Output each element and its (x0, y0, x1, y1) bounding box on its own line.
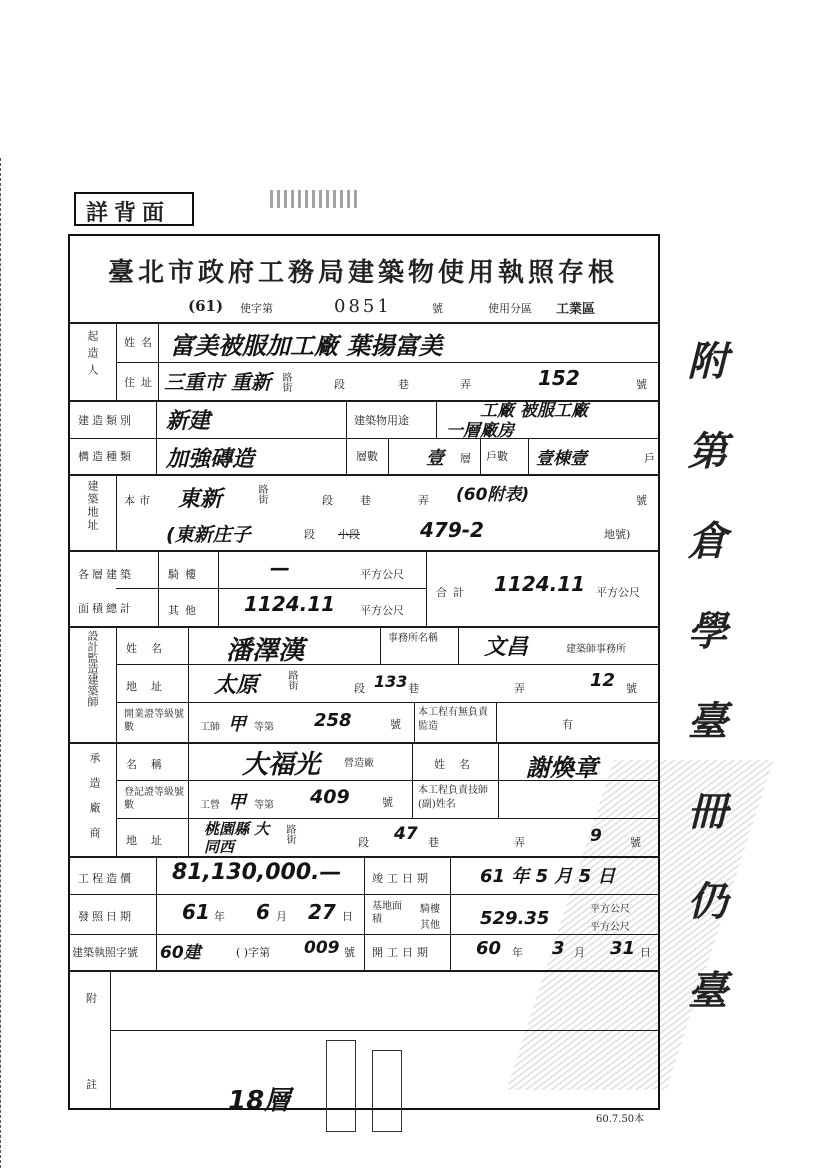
issue-year: 61 (182, 900, 210, 924)
designer-address-label: 地址 (126, 680, 176, 693)
structure-label: 構造種類 (78, 450, 134, 463)
contractor-reg-hao: 號 (382, 796, 393, 809)
contractor-tech-label: 本工程負責技師(副)姓名 (418, 785, 488, 810)
rule (414, 702, 415, 742)
builder-address-label: 住址 (124, 376, 158, 389)
start-nian: 年 (512, 946, 523, 959)
rule (156, 858, 157, 970)
site-hao: 號 (636, 494, 647, 507)
rule (380, 626, 381, 664)
start-day: 31 (610, 938, 636, 959)
designer-nong: 弄 (514, 682, 525, 695)
rule (188, 626, 189, 856)
designer-name-value: 潘澤漢 (226, 636, 305, 666)
site-lot: 479-2 (420, 518, 484, 542)
designer-name-label: 姓名 (126, 642, 176, 655)
contractor-xiang: 巷 (428, 836, 439, 849)
start-yue: 月 (574, 946, 585, 959)
builder-nong: 弄 (460, 378, 471, 391)
detail-back-stamp (74, 192, 194, 226)
builder-name-label: 姓名 (124, 336, 158, 349)
rule (116, 588, 426, 589)
designer-duan: 段 (354, 682, 365, 695)
area-group-label-2: 面積總計 (78, 602, 134, 615)
builder-number: 152 (538, 366, 580, 390)
contractor-reg-prefix: 工營 (200, 800, 220, 811)
rule (68, 322, 660, 324)
contractor-reg-mid: 等第 (254, 800, 274, 811)
rule (218, 552, 219, 626)
designer-office-value: 文昌 (484, 635, 529, 660)
site-duan: 段 (322, 494, 333, 507)
rule (158, 322, 159, 400)
floors-label: 層數 (356, 450, 378, 463)
finish-label: 竣工日期 (372, 872, 432, 885)
issue-ri: 日 (342, 910, 353, 923)
binding-edge (0, 158, 5, 1168)
designer-xiang-num: 133 (374, 672, 408, 691)
units-value: 壹棟壹 (536, 449, 587, 469)
builder-address-value: 三重市 重新 (164, 370, 271, 394)
site-nong: 弄 (418, 494, 429, 507)
builder-name-value: 富美被服加工廠 葉揚富美 (170, 332, 443, 360)
permit-value: 60建 (160, 943, 201, 963)
rule (388, 438, 389, 474)
base-value: 529.35 (480, 908, 550, 929)
permit-label: 建築執照字號 (72, 946, 138, 959)
rule (68, 626, 660, 628)
rooftop-label: 騎樓 (168, 568, 202, 581)
contractor-hao: 號 (630, 836, 641, 849)
designer-office-suffix: 建築師事務所 (566, 644, 626, 655)
notes-handwritten: 18層 (228, 1086, 291, 1116)
designer-reg-no: 258 (314, 710, 352, 731)
zone-value: 工業區 (556, 302, 596, 317)
contractor-reg-no: 409 (310, 786, 350, 808)
start-month: 3 (552, 938, 565, 959)
contractor-reg-label: 登記證等級號數 (124, 787, 184, 811)
rule (156, 400, 157, 474)
rule (68, 742, 660, 744)
rule (498, 742, 499, 818)
contractor-number: 9 (590, 826, 602, 846)
use-label: 建築物用途 (354, 414, 409, 427)
rule (110, 972, 111, 1110)
contractor-nong: 弄 (514, 836, 525, 849)
base-unit-2: 平方公尺 (590, 922, 630, 933)
site-lot-label: 地號) (604, 528, 631, 541)
contractor-road-label: 路街 (284, 824, 295, 844)
contractor-name-label: 名稱 (126, 758, 176, 771)
floors-value: 壹 (426, 448, 444, 469)
finish-value: 61 年 5 月 5 日 (480, 866, 616, 887)
contractor-address-label: 地址 (126, 834, 176, 847)
rule (116, 626, 117, 856)
type-value: 新建 (166, 409, 211, 434)
rule (116, 702, 660, 703)
designer-reg-prefix: 工師 (200, 722, 220, 733)
area-group-label-1: 各層建築 (78, 568, 134, 581)
designer-reg-hao: 號 (390, 718, 401, 731)
contractor-group-label: 承造廠商 (88, 752, 101, 852)
contractor-name-suffix: 營造廠 (344, 758, 374, 769)
form-title: 臺北市政府工務局建築物使用執照存根 (108, 258, 619, 288)
designer-reg-mid: 等第 (254, 722, 274, 733)
base-other: 其他 (420, 920, 440, 931)
permit-year: (61) (188, 297, 224, 315)
base-unit-1: 平方公尺 (590, 904, 630, 915)
margin-handwriting: 附 第 倉 學 臺 冊 仍 臺 (681, 340, 727, 1028)
builder-group-label: 起造人 (86, 330, 99, 381)
site-note: (60附表) (456, 485, 530, 505)
rule (458, 626, 459, 664)
permit-number: 0851 (334, 296, 392, 317)
contractor-reg-grade: 甲 (228, 792, 246, 813)
permit-mid: ( )字第 (236, 946, 271, 959)
rule (116, 474, 117, 550)
cost-value: 81,130,000.— (172, 860, 342, 885)
site-duan2: 段 (304, 528, 315, 541)
rule (116, 818, 660, 819)
permit-hao: 號 (344, 946, 355, 959)
zone-label: 使用分區 (488, 302, 532, 315)
total-label: 合計 (436, 586, 470, 599)
rule (116, 362, 660, 363)
contractor-xiang-num: 47 (394, 824, 418, 844)
rooftop-value: — (270, 556, 290, 580)
contractor-person-value: 謝煥章 (526, 754, 598, 782)
rule (436, 400, 437, 438)
builder-hao: 號 (636, 378, 647, 391)
cost-label: 工程造價 (78, 872, 134, 885)
contractor-duan: 段 (358, 836, 369, 849)
rule (426, 552, 427, 626)
contractor-person-label: 姓名 (434, 758, 484, 771)
rule (364, 858, 365, 970)
issue-label: 發照日期 (78, 910, 134, 923)
rule (528, 438, 529, 474)
rule (496, 702, 497, 742)
stamp-box-1 (326, 1040, 356, 1132)
total-unit: 平方公尺 (596, 586, 640, 599)
detail-back-stamp-text: 詳背面 (86, 200, 171, 226)
rule (480, 438, 481, 474)
designer-address-road: 太原 (214, 673, 259, 698)
designer-reg-grade: 甲 (228, 714, 246, 735)
start-label: 開工日期 (372, 946, 432, 959)
other-unit: 平方公尺 (360, 604, 404, 617)
rooftop-unit: 平方公尺 (360, 568, 404, 581)
start-year: 60 (476, 938, 502, 959)
other-value: 1124.11 (244, 592, 336, 616)
supervise-label: 本工程有無負責監造 (418, 707, 488, 732)
base-rooftop: 騎樓 (420, 904, 440, 915)
base-label: 基地面積 (372, 901, 402, 925)
site-section: (東新庄子 (166, 524, 251, 546)
builder-road-label: 路街 (280, 372, 291, 392)
issue-nian: 年 (214, 910, 225, 923)
footer-edition: 60.7.50本 (596, 1114, 645, 1125)
designer-hao: 號 (626, 682, 637, 695)
floors-ceng: 層 (460, 452, 471, 465)
issue-day: 27 (308, 900, 336, 924)
use-value-2: 一層廠房 (446, 421, 514, 441)
permit-hao: 號 (432, 302, 443, 315)
builder-duan: 段 (334, 378, 345, 391)
contractor-name-value: 大福光 (242, 750, 321, 780)
rule (116, 664, 660, 665)
rule (116, 322, 117, 400)
structure-value: 加強磚造 (166, 447, 255, 472)
designer-group-label: 設計監造建築師 (86, 630, 99, 707)
site-group-label: 建築地址 (86, 480, 99, 532)
permit-no: 009 (304, 938, 340, 958)
designer-xiang: 巷 (408, 682, 419, 695)
rule (346, 400, 347, 474)
site-xiang: 巷 (360, 494, 371, 507)
designer-number: 12 (590, 670, 616, 691)
start-ri: 日 (640, 946, 651, 959)
rule (68, 474, 660, 476)
notes-fu: 附 (86, 992, 97, 1005)
use-value: 工廠 被服工廠 (480, 401, 588, 421)
total-value: 1124.11 (494, 572, 586, 596)
site-sub: 小段 (338, 528, 360, 541)
permit-prefix: 使字第 (240, 302, 273, 315)
units-hu: 戶 (644, 452, 655, 465)
type-label: 建造類別 (78, 414, 134, 427)
stamp-box-2 (372, 1050, 402, 1132)
issue-yue: 月 (276, 910, 287, 923)
designer-road-label: 路街 (286, 670, 297, 690)
designer-reg-label: 開業證等級號數 (124, 709, 184, 733)
rule (68, 550, 660, 552)
rule (412, 742, 413, 818)
notes-zhu: 註 (86, 1078, 97, 1091)
other-label: 其他 (168, 604, 202, 617)
supervise-value: 有 (562, 718, 573, 731)
rule (158, 552, 159, 626)
site-road: 東新 (178, 487, 223, 512)
site-city: 本市 (124, 494, 154, 507)
rule (450, 858, 451, 970)
issue-month: 6 (256, 900, 270, 924)
contractor-address-value: 桃園縣 大同西 (204, 820, 270, 856)
ink-blot (270, 190, 360, 208)
site-road-label: 路街 (256, 484, 267, 504)
units-label: 戶數 (486, 450, 508, 463)
designer-office-label: 事務所名稱 (388, 633, 438, 644)
builder-xiang: 巷 (398, 378, 409, 391)
